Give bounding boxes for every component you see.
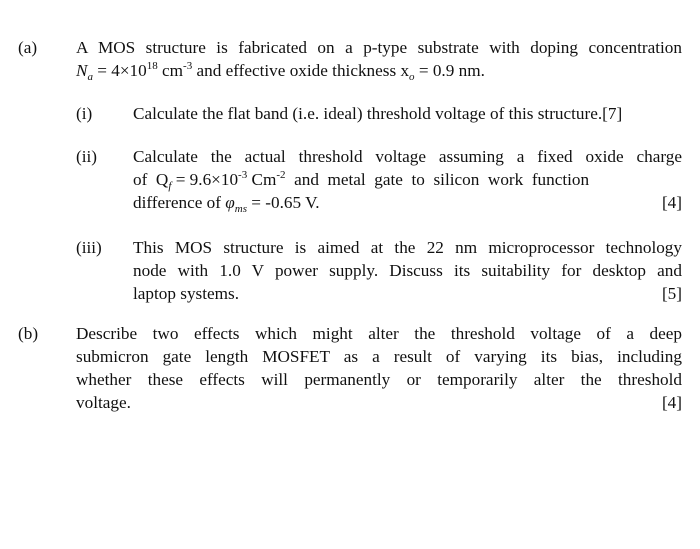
part-a-label: (a) (18, 38, 38, 57)
part-b-line1: Describe two effects which might alter the threshold voltage of a deep (76, 324, 682, 343)
subpart-i-text: Calculate the flat band (i.e. ideal) threshold voltage of this structure.[7] (133, 104, 623, 123)
subpart-ii-marks: [4] (661, 193, 682, 212)
part-b-marks: [4] (661, 393, 682, 412)
part-a-intro-line1: A MOS structure is fabricated on a p-type substrate with doping concentration (76, 38, 682, 57)
part-a-intro-line2: $N_a = 4\times 10^{18}$ $cm^{-3}$ and effective oxide thickness $x_o = 0.9$ nm. (76, 60, 485, 83)
subpart-ii-line2: of $Q_f = 9.6\times 10^{-3}$ $Cm^{-2}$ and metal gate to silicon work function (133, 169, 590, 192)
subpart-ii-line1: Calculate the actual threshold voltage assuming a fixed oxide charge (133, 147, 682, 166)
subpart-ii-line3: difference of $\varphi_{ms} = -0.65$ V. (133, 193, 320, 215)
part-b-line2: submicron gate length MOSFET as a result of varying its bias, including (76, 347, 682, 366)
subpart-i-label: (i) (76, 104, 93, 123)
subpart-iii-line2: node with 1.0 V power supply. Discuss its suitability for desktop and (133, 261, 682, 280)
subpart-iii-marks: [5] (661, 284, 682, 303)
part-b-line4: voltage. (76, 393, 131, 412)
subpart-iii-line1: This MOS structure is aimed at the 22 nm microprocessor technology (133, 238, 682, 257)
subpart-ii-label: (ii) (76, 147, 97, 166)
part-b-line3: whether these effects will permanently or temporarily alter the threshold (76, 370, 682, 389)
part-b-label: (b) (18, 324, 39, 343)
subpart-iii-label: (iii) (76, 238, 102, 257)
subpart-iii-line3: laptop systems. (133, 284, 239, 303)
subpart-i-marks: [7] (602, 104, 623, 123)
